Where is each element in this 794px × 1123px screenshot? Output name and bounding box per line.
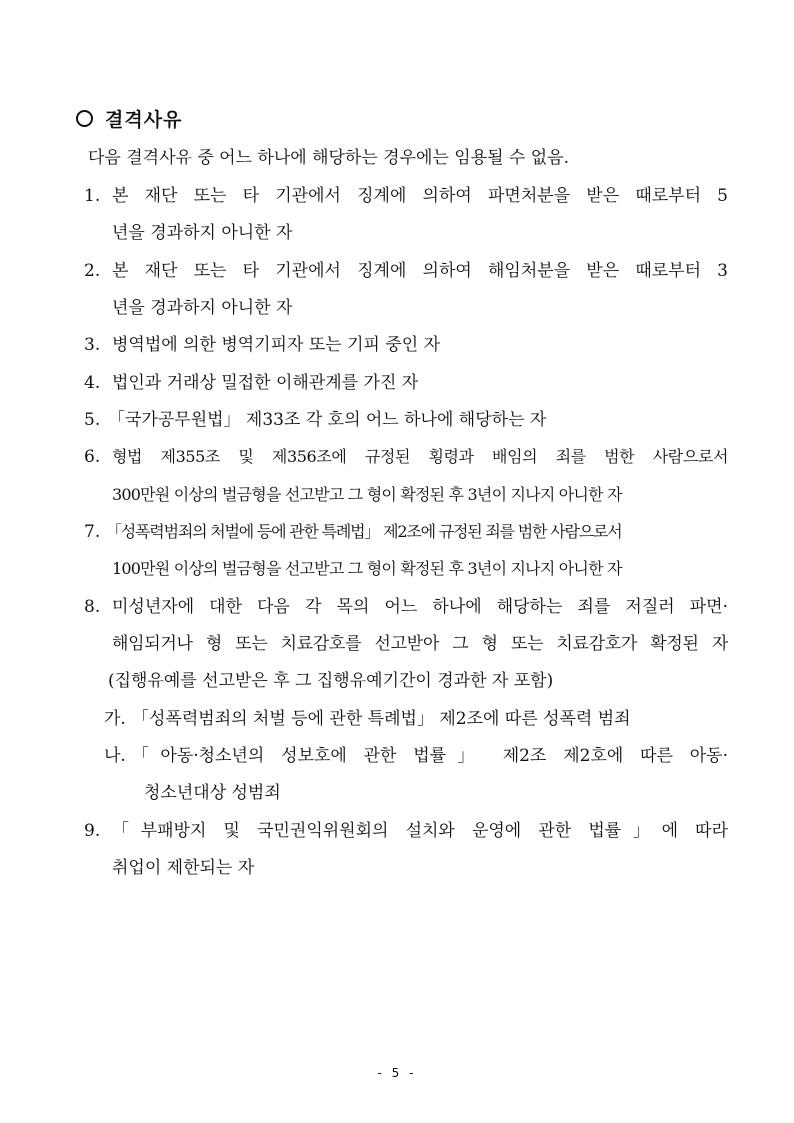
intro-text: 다음 결격사유 중 어느 하나에 해당하는 경우에는 임용될 수 없음.: [88, 148, 570, 168]
list-item-line: 병역법에 의한 병역기피자 또는 기피 중인 자: [112, 335, 441, 355]
list-item-line: 년을 경과하지 아니한 자: [112, 223, 293, 243]
hollow-circle-bullet-icon: [76, 110, 93, 127]
item-number: 4.: [84, 373, 101, 393]
page-number: - 5 -: [377, 1066, 417, 1080]
item-number: 2.: [84, 261, 101, 281]
list-item-line: (집행유예를 선고받은 후 그 집행유예기간이 경과한 자 포함): [108, 671, 554, 691]
list-item-line: 「부패방지 및 국민권익위원회의 설치와 운영에 관한 법률」에 따라: [112, 821, 728, 841]
list-item-line: 년을 경과하지 아니한 자: [112, 298, 293, 318]
subitem-line: 「성폭력범죄의 처벌 등에 관한 특례법」 제2조에 따른 성폭력 범죄: [132, 709, 631, 729]
subitem-line: 「아동·청소년의 성보호에 관한 법률」 제2조 제2호에 따른 아동·: [132, 746, 728, 766]
item-number: 7.: [84, 522, 101, 542]
subitem-label: 가.: [104, 709, 126, 729]
list-item-line: 100만원 이상의 벌금형을 선고받고 그 형이 확정된 후 3년이 지나지 아니한 자: [112, 559, 622, 578]
list-item-line: 형법 제355조 및 제356조에 규정된 횡령과 배임의 죄를 범한 사람으로서: [112, 447, 728, 466]
list-item-line: 본 재단 또는 타 기관에서 징계에 의하여 해임처분을 받은 때로부터 3: [112, 261, 728, 281]
item-number: 3.: [84, 335, 101, 355]
subitem-line: 청소년대상 성범죄: [144, 783, 281, 803]
item-number: 5.: [84, 410, 101, 430]
list-item-line: 300만원 이상의 벌금형을 선고받고 그 형이 확정된 후 3년이 지나지 아니한 자: [112, 485, 622, 504]
subitem-label: 나.: [104, 746, 126, 766]
item-number: 9.: [84, 821, 101, 841]
section-heading: [76, 104, 182, 132]
list-item-line: 본 재단 또는 타 기관에서 징계에 의하여 파면처분을 받은 때로부터 5: [112, 186, 728, 206]
section-title: 결격사유: [105, 108, 183, 131]
list-item-line: 「성폭력범죄의 처벌에 등에 관한 특례법」 제2조에 규정된 죄를 범한 사람으로서: [106, 522, 622, 541]
list-item-line: 취업이 제한되는 자: [112, 858, 255, 878]
list-item-line: 법인과 거래상 밀접한 이해관계를 가진 자: [112, 373, 419, 393]
list-item-line: 「국가공무원법」 제33조 각 호의 어느 하나에 해당하는 자: [108, 410, 547, 430]
list-item-line: 해임되거나 형 또는 치료감호를 선고받아 그 형 또는 치료감호가 확정된 자: [112, 634, 728, 654]
list-item-line: 미성년자에 대한 다음 각 목의 어느 하나에 해당하는 죄를 저질러 파면·: [112, 597, 728, 617]
item-number: 1.: [84, 186, 101, 206]
item-number: 6.: [84, 447, 101, 467]
item-number: 8.: [84, 597, 101, 617]
